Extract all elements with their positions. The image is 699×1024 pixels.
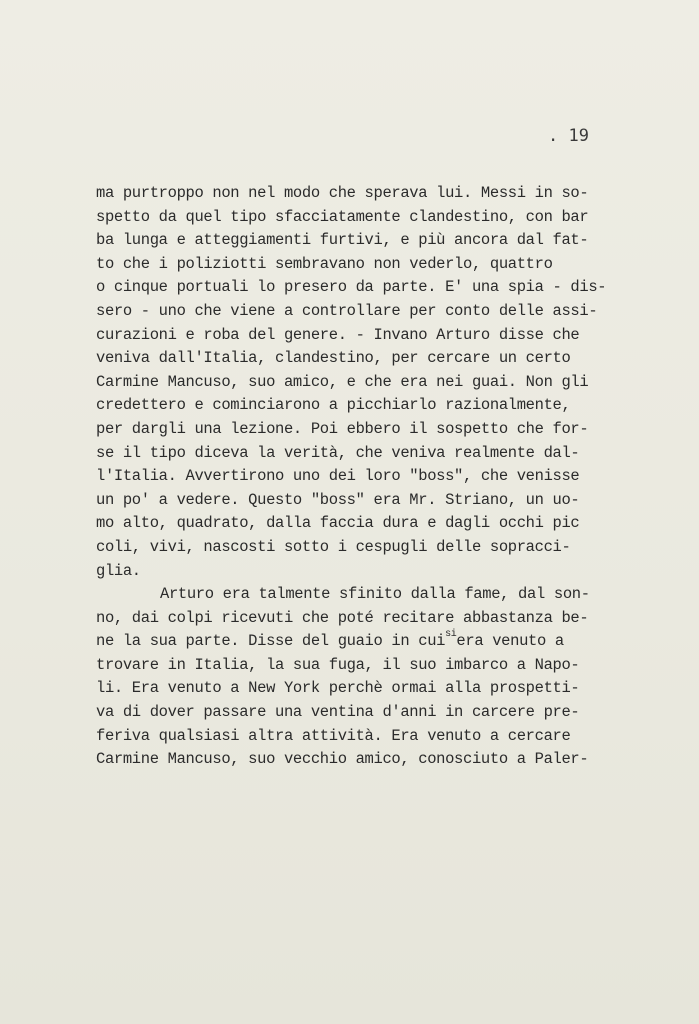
- text-line: Carmine Mancuso, suo amico, e che era nei guai. Non gli: [96, 372, 589, 391]
- paragraph-first-line: Arturo era talmente sfinito dalla fame, dal son-: [160, 585, 590, 604]
- text-line: l'Italia. Avvertirono uno dei loro "boss", che venisse: [96, 467, 580, 486]
- text-line: sero - uno che viene a controllare per conto delle assi-: [96, 301, 598, 320]
- text-line: credettero e cominciarono a picchiarlo razionalmente,: [96, 396, 571, 415]
- text-line: ba lunga e atteggiamenti furtivi, e più ancora dal fat-: [96, 231, 589, 250]
- text-line: li. Era venuto a New York perchè ormai alla prospetti-: [96, 679, 580, 698]
- text-line: glia.: [96, 561, 141, 580]
- text-line: un po' a vedere. Questo "boss" era Mr. Striano, un uo-: [96, 490, 580, 509]
- text-line: feriva qualsiasi altra attività. Era venuto a cercare: [96, 726, 571, 745]
- text-line: trovare in Italia, la sua fuga, il suo imbarco a Napo-: [96, 655, 580, 674]
- text-line: curazioni e roba del genere. - Invano Arturo disse che: [96, 325, 580, 344]
- text-segment: ne la sua parte. Disse del guaio in cui: [96, 632, 446, 651]
- text-line-with-insertion: [96, 630, 656, 654]
- text-segment: era venuto a: [456, 632, 564, 651]
- text-line: veniva dall'Italia, clandestino, per cercare un certo: [96, 349, 571, 368]
- text-line: per dargli una lezione. Poi ebbero il sospetto che for-: [96, 419, 589, 438]
- text-line: ma purtroppo non nel modo che sperava lui. Messi in so-: [96, 184, 589, 202]
- text-line: to che i poliziotti sembravano non vederlo, quattro: [96, 254, 553, 273]
- page-number: . 19: [548, 126, 589, 146]
- text-line: mo alto, quadrato, dalla faccia dura e dagli occhi pic: [96, 514, 580, 533]
- text-line: se il tipo diceva la verità, che veniva realmente dal-: [96, 443, 580, 462]
- handwritten-insertion: si: [445, 629, 457, 641]
- text-line: o cinque portuali lo presero da parte. E' una spia - dis-: [96, 278, 607, 297]
- text-line: spetto da quel tipo sfacciatamente clandestino, con bar: [96, 207, 589, 226]
- body-text: [96, 182, 656, 772]
- text-line: Carmine Mancuso, suo vecchio amico, conosciuto a Paler-: [96, 750, 589, 769]
- text-line: coli, vivi, nascosti sotto i cespugli delle sopracci-: [96, 537, 571, 556]
- text-line: va di dover passare una ventina d'anni in carcere pre-: [96, 703, 580, 722]
- text-line: no, dai colpi ricevuti che poté recitare abbastanza be-: [96, 608, 589, 627]
